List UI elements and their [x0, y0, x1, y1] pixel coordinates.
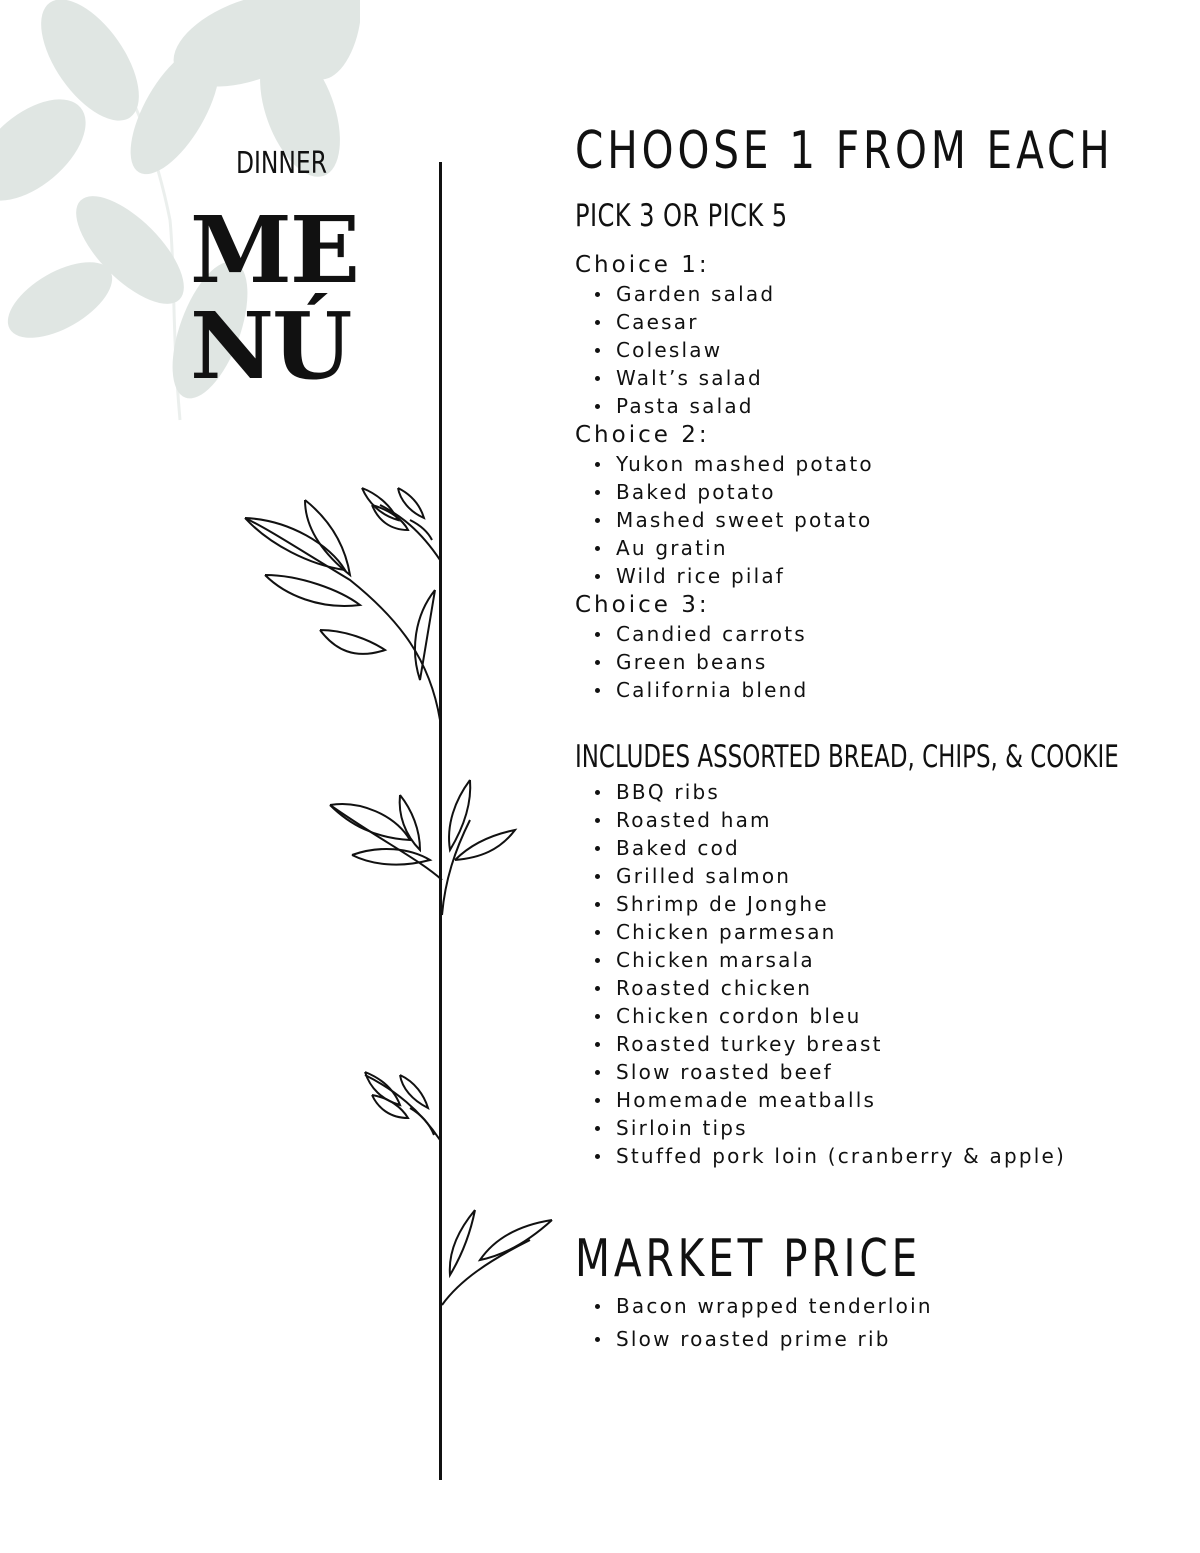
- list-item: Chicken cordon bleu: [575, 1002, 1175, 1030]
- list-item: Slow roasted beef: [575, 1058, 1175, 1086]
- list-item: Pasta salad: [575, 392, 1175, 420]
- entree-list: [575, 778, 1175, 1170]
- list-item: Wild rice pilaf: [575, 562, 1175, 590]
- list-item: Roasted ham: [575, 806, 1175, 834]
- vertical-divider: [439, 162, 442, 1480]
- list-item: Sirloin tips: [575, 1114, 1175, 1142]
- includes-heading: INCLUDES ASSORTED BREAD, CHIPS, & COOKIE: [575, 739, 1119, 775]
- choice-3-label: Choice 3:: [575, 592, 710, 618]
- choice-1-label: Choice 1:: [575, 252, 710, 278]
- market-price-heading: MARKET PRICE: [575, 1229, 922, 1289]
- list-item: Slow roasted prime rib: [575, 1323, 1175, 1356]
- list-item: Walt’s salad: [575, 364, 1175, 392]
- list-item: Au gratin: [575, 534, 1175, 562]
- list-item: Baked potato: [575, 478, 1175, 506]
- list-item: Yukon mashed potato: [575, 450, 1175, 478]
- choice-3-list: [575, 620, 1175, 704]
- list-item: Chicken marsala: [575, 946, 1175, 974]
- list-item: Grilled salmon: [575, 862, 1175, 890]
- choice-1-list: [575, 280, 1175, 420]
- list-item: Homemade meatballs: [575, 1086, 1175, 1114]
- dinner-label: DINNER: [236, 146, 327, 181]
- choice-2-list: [575, 450, 1175, 590]
- list-item: Baked cod: [575, 834, 1175, 862]
- market-price-list: [575, 1290, 1175, 1356]
- list-item: Candied carrots: [575, 620, 1175, 648]
- menu-title-line-1: ME: [190, 196, 358, 304]
- menu-title: [190, 196, 380, 400]
- list-item: Roasted chicken: [575, 974, 1175, 1002]
- list-item: Shrimp de Jonghe: [575, 890, 1175, 918]
- list-item: BBQ ribs: [575, 778, 1175, 806]
- list-item: Green beans: [575, 648, 1175, 676]
- list-item: Mashed sweet potato: [575, 506, 1175, 534]
- menu-title-line-2: NÚ: [190, 292, 351, 400]
- list-item: Chicken parmesan: [575, 918, 1175, 946]
- list-item: Bacon wrapped tenderloin: [575, 1290, 1175, 1323]
- list-item: California blend: [575, 676, 1175, 704]
- choice-2-label: Choice 2:: [575, 422, 710, 448]
- list-item: Roasted turkey breast: [575, 1030, 1175, 1058]
- list-item: Caesar: [575, 308, 1175, 336]
- sub-heading: PICK 3 OR PICK 5: [575, 198, 788, 234]
- main-heading: CHOOSE 1 FROM EACH: [575, 121, 1114, 181]
- list-item: Stuffed pork loin (cranberry & apple): [575, 1142, 1175, 1170]
- list-item: Coleslaw: [575, 336, 1175, 364]
- menu-content: [575, 118, 1175, 1356]
- list-item: Garden salad: [575, 280, 1175, 308]
